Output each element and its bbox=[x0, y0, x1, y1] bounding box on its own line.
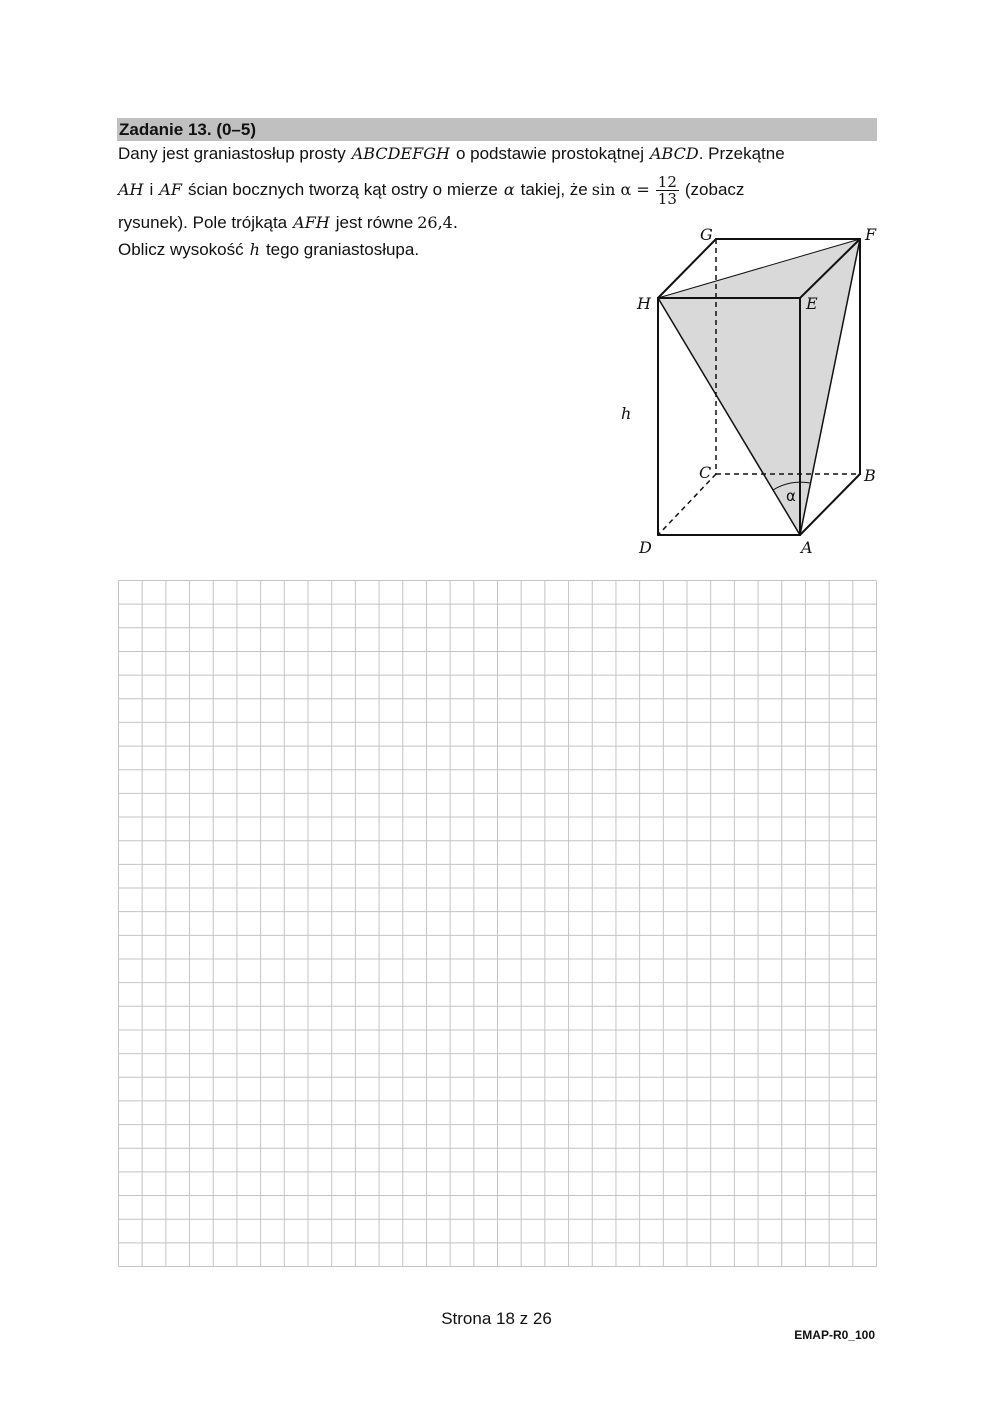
text: i bbox=[149, 179, 154, 199]
text: (zobacz bbox=[684, 179, 745, 199]
label-height: h bbox=[621, 404, 632, 423]
text: tego graniastosłupa. bbox=[265, 240, 420, 259]
label-b: B bbox=[864, 466, 876, 485]
math-prism: ABCDEFGH bbox=[351, 144, 450, 163]
text: Dany jest graniastosłup prosty bbox=[118, 144, 346, 163]
task-line-2 bbox=[118, 174, 744, 207]
label-e: E bbox=[806, 294, 818, 313]
text: o podstawie prostokątnej bbox=[455, 144, 644, 163]
label-alpha: α bbox=[786, 487, 796, 505]
math-sin: sin α = bbox=[591, 179, 650, 199]
fraction bbox=[656, 174, 679, 207]
task-line-1 bbox=[118, 143, 785, 165]
text: rysunek). Pole trójkąta bbox=[118, 213, 288, 232]
label-c: C bbox=[699, 463, 712, 482]
math-af: AF bbox=[159, 179, 182, 199]
prism-figure bbox=[600, 215, 890, 565]
math-area: 26,4 bbox=[417, 213, 453, 232]
text: ścian bocznych tworzą kąt ostry o mierze bbox=[187, 179, 498, 199]
math-ah: AH bbox=[118, 179, 144, 199]
fraction-numerator: 12 bbox=[657, 173, 677, 191]
text: . Przekątne bbox=[698, 144, 785, 163]
page-number: Strona 18 z 26 bbox=[441, 1309, 552, 1328]
label-f: F bbox=[865, 225, 877, 244]
text: jest równe bbox=[335, 213, 414, 232]
label-d: D bbox=[639, 538, 652, 557]
text: Oblicz wysokość bbox=[118, 240, 244, 259]
text: . bbox=[452, 213, 458, 232]
exam-code: EMAP-R0_100 bbox=[794, 1328, 875, 1342]
task-header: Zadanie 13. (0–5) bbox=[117, 118, 877, 141]
task-line-3 bbox=[118, 212, 462, 234]
fraction-denominator: 13 bbox=[657, 190, 677, 208]
hidden-edge-cd bbox=[658, 474, 716, 535]
task-line-4 bbox=[118, 239, 419, 261]
label-h: H bbox=[637, 294, 651, 313]
math-afh: AFH bbox=[293, 213, 330, 232]
answer-grid[interactable] bbox=[118, 580, 877, 1268]
math-alpha: α bbox=[503, 179, 515, 199]
label-g: G bbox=[700, 225, 713, 244]
label-a: A bbox=[801, 538, 813, 557]
text: takiej, że bbox=[520, 179, 588, 199]
math-h: h bbox=[249, 240, 260, 259]
math-base: ABCD bbox=[650, 144, 699, 163]
